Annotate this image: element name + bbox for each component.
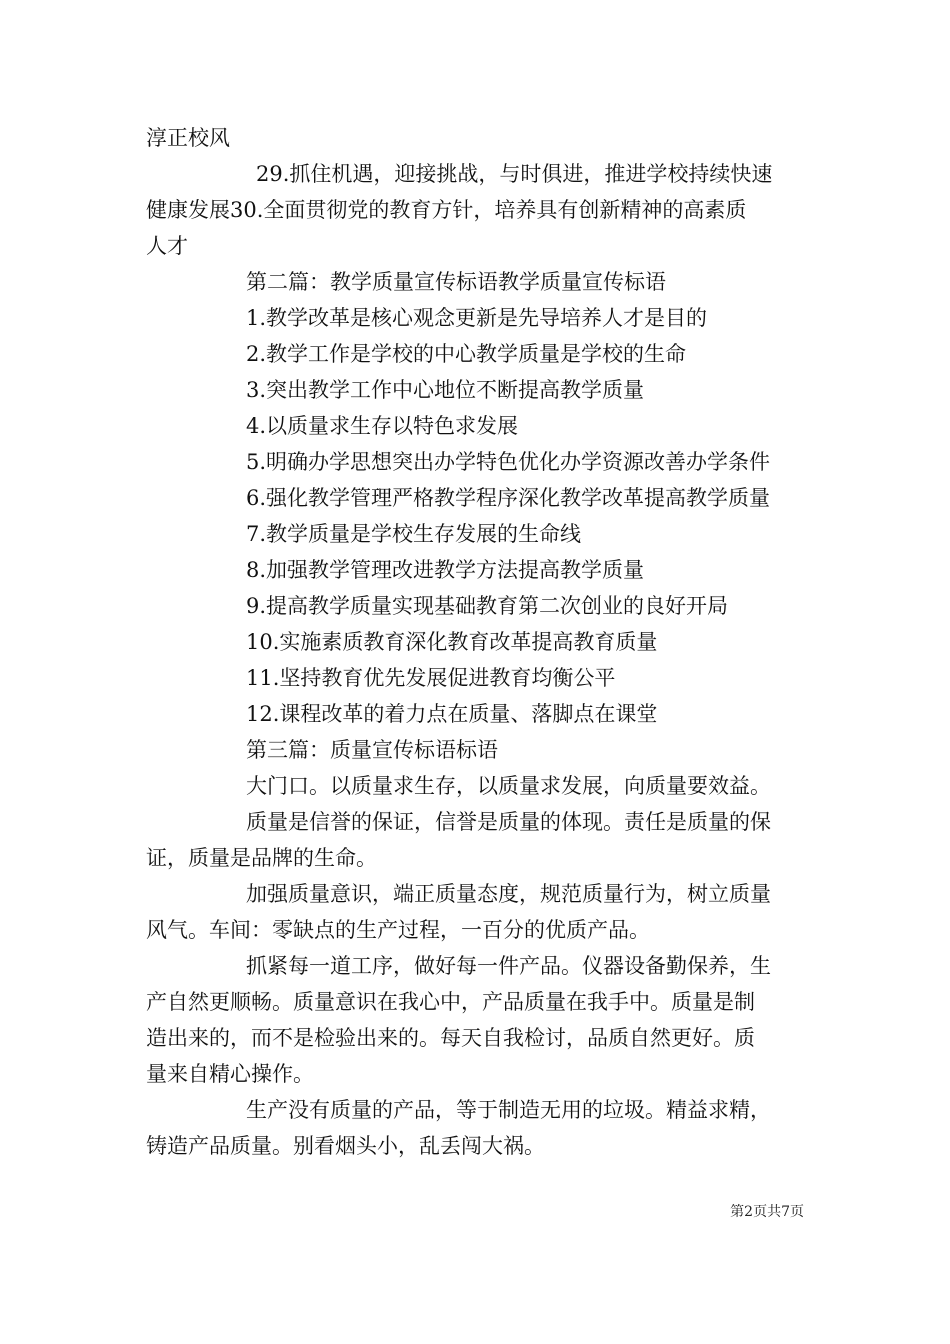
text-line: 风气。车间：零缺点的生产过程，一百分的优质产品。 — [146, 918, 650, 942]
text-line: 加强质量意识，端正质量态度，规范质量行为，树立质量 — [246, 882, 771, 906]
text-line: 人才 — [146, 234, 188, 258]
text-line: 健康发展30.全面贯彻党的教育方针，培养具有创新精神的高素质 — [146, 198, 747, 222]
list-item: 3.突出教学工作中心地位不断提高教学质量 — [246, 378, 645, 402]
list-item: 12.课程改革的着力点在质量、落脚点在课堂 — [246, 702, 658, 726]
list-item: 7.教学质量是学校生存发展的生命线 — [246, 522, 582, 546]
text-line: 生产没有质量的产品，等于制造无用的垃圾。精益求精， — [246, 1098, 771, 1122]
list-item: 8.加强教学管理改进教学方法提高教学质量 — [246, 558, 645, 582]
text-line: 量来自精心操作。 — [146, 1062, 314, 1086]
section-heading: 第三篇：质量宣传标语标语 — [246, 738, 498, 762]
text-line: 29.抓住机遇，迎接挑战，与时俱进，推进学校持续快速 — [256, 162, 773, 186]
text-line: 大门口。以质量求生存，以质量求发展，向质量要效益。 — [246, 774, 771, 798]
text-line: 抓紧每一道工序，做好每一件产品。仪器设备勤保养，生 — [246, 954, 771, 978]
text-line: 质量是信誉的保证，信誉是质量的体现。责任是质量的保 — [246, 810, 771, 834]
text-line: 产自然更顺畅。质量意识在我心中，产品质量在我手中。质量是制 — [146, 990, 755, 1014]
text-line: 证，质量是品牌的生命。 — [146, 846, 377, 870]
list-item: 11.坚持教育优先发展促进教育均衡公平 — [246, 666, 616, 690]
list-item: 4.以质量求生存以特色求发展 — [246, 414, 519, 438]
text-line: 造出来的，而不是检验出来的。每天自我检讨，品质自然更好。质 — [146, 1026, 755, 1050]
page-number: 第2页共7页 — [730, 1204, 804, 1220]
list-item: 2.教学工作是学校的中心教学质量是学校的生命 — [246, 342, 687, 366]
list-item: 6.强化教学管理严格教学程序深化教学改革提高教学质量 — [246, 486, 771, 510]
document-body — [146, 120, 808, 1164]
text-line: 铸造产品质量。别看烟头小，乱丢闯大祸。 — [146, 1134, 545, 1158]
section-heading: 第二篇：教学质量宣传标语教学质量宣传标语 — [246, 270, 666, 294]
list-item: 1.教学改革是核心观念更新是先导培养人才是目的 — [246, 306, 708, 330]
list-item: 5.明确办学思想突出办学特色优化办学资源改善办学条件 — [246, 450, 771, 474]
text-line: 淳正校风 — [146, 126, 230, 150]
list-item: 10.实施素质教育深化教育改革提高教育质量 — [246, 630, 658, 654]
list-item: 9.提高教学质量实现基础教育第二次创业的良好开局 — [246, 594, 729, 618]
